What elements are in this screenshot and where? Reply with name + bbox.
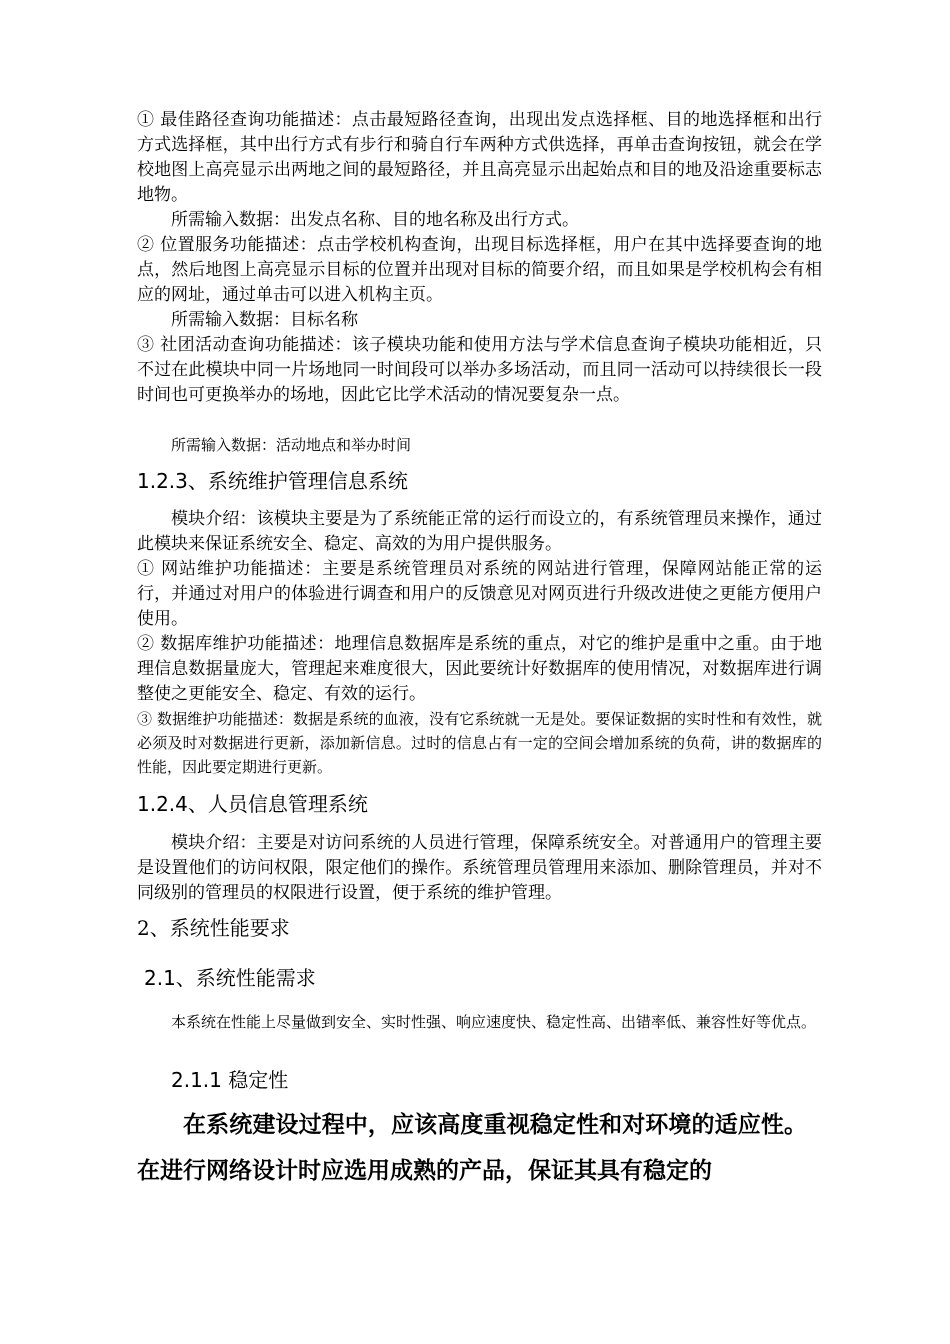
paragraph-data-maintenance: ③ 数据维护功能描述：数据是系统的血液，没有它系统就一无是处。要保证数据的实时性和有效性，就必须及时对数据进行更新，添加新信息。过时的信息占有一定的空间会增加系统的负荷，讲的数据库的性能，因此要定期进行更新。 — [137, 710, 822, 776]
paragraph-location-service-input: 所需输入数据：目标名称 — [171, 310, 358, 330]
paragraph-website-maintenance: ① 网站维护功能描述：主要是系统管理员对系统的网站进行管理，保障网站能正常的运行，并通过对用户的体验进行调查和用户的反馈意见对网页进行升级改进使之更能方便用户使用。 — [137, 559, 822, 629]
paragraph-location-service: ② 位置服务功能描述：点击学校机构查询，出现目标选择框，用户在其中选择要查询的地点，然后地图上高亮显示目标的位置并出现对目标的简要介绍，而且如果是学校机构会有相应的网址，通过单击可以进入机构主页。 — [137, 235, 822, 305]
paragraph-database-maintenance: ② 数据库维护功能描述：地理信息数据库是系统的重点，对它的维护是重中之重。由于地理信息数据量庞大，管理起来难度很大，因此要统计好数据库的使用情况，对数据库进行调整使之更能安全、稳定、有效的运行。 — [137, 634, 822, 704]
heading-2-1-1: 2.1.1 稳定性 — [171, 1068, 289, 1092]
paragraph-shortest-path-input: 所需输入数据：出发点名称、目的地名称及出行方式。 — [171, 210, 579, 230]
paragraph-shortest-path: ① 最佳路径查询功能描述：点击最短路径查询，出现出发点选择框、目的地选择框和出行方式选择框，其中出行方式有步行和骑自行车两种方式供选择，再单击查询按钮，就会在学校地图上高亮显示出两地之间的最短路径，并且高亮显示出起始点和目的地及沿途重要标志地物。 — [137, 110, 822, 205]
paragraph-maintenance-intro: 模块介绍：该模块主要是为了系统能正常的运行而设立的，有系统管理员来操作，通过此模块来保证系统安全、稳定、高效的为用户提供服务。 — [137, 509, 822, 554]
heading-2: 2、系统性能要求 — [137, 916, 290, 940]
heading-2-1: 2.1、系统性能需求 — [144, 966, 316, 990]
heading-1-2-4: 1.2.4、人员信息管理系统 — [137, 792, 368, 816]
paragraph-club-activity-input: 所需输入数据：活动地点和举办时间 — [171, 436, 412, 454]
heading-1-2-3: 1.2.3、系统维护管理信息系统 — [137, 469, 408, 493]
paragraph-performance: 本系统在性能上尽量做到安全、实时性强、响应速度快、稳定性高、出错率低、兼容性好等优点。 — [171, 1013, 817, 1031]
paragraph-club-activity: ③ 社团活动查询功能描述：该子模块功能和使用方法与学术信息查询子模块功能相近，只不过在此模块中同一片场地同一时间段可以举办多场活动，而且同一活动可以持续很长一段时间也可更换举办的场地，因此它比学术活动的情况要复杂一点。 — [137, 335, 822, 405]
paragraph-stability: 在系统建设过程中，应该高度重视稳定性和对环境的适应性。在进行网络设计时应选用成熟的产品，保证其具有稳定的 — [137, 1112, 807, 1184]
paragraph-personnel-intro: 模块介绍：主要是对访问系统的人员进行管理，保障系统安全。对普通用户的管理主要是设置他们的访问权限，限定他们的操作。系统管理员管理用来添加、删除管理员，并对不同级别的管理员的权限进行设置，便于系统的维护管理。 — [137, 833, 822, 903]
